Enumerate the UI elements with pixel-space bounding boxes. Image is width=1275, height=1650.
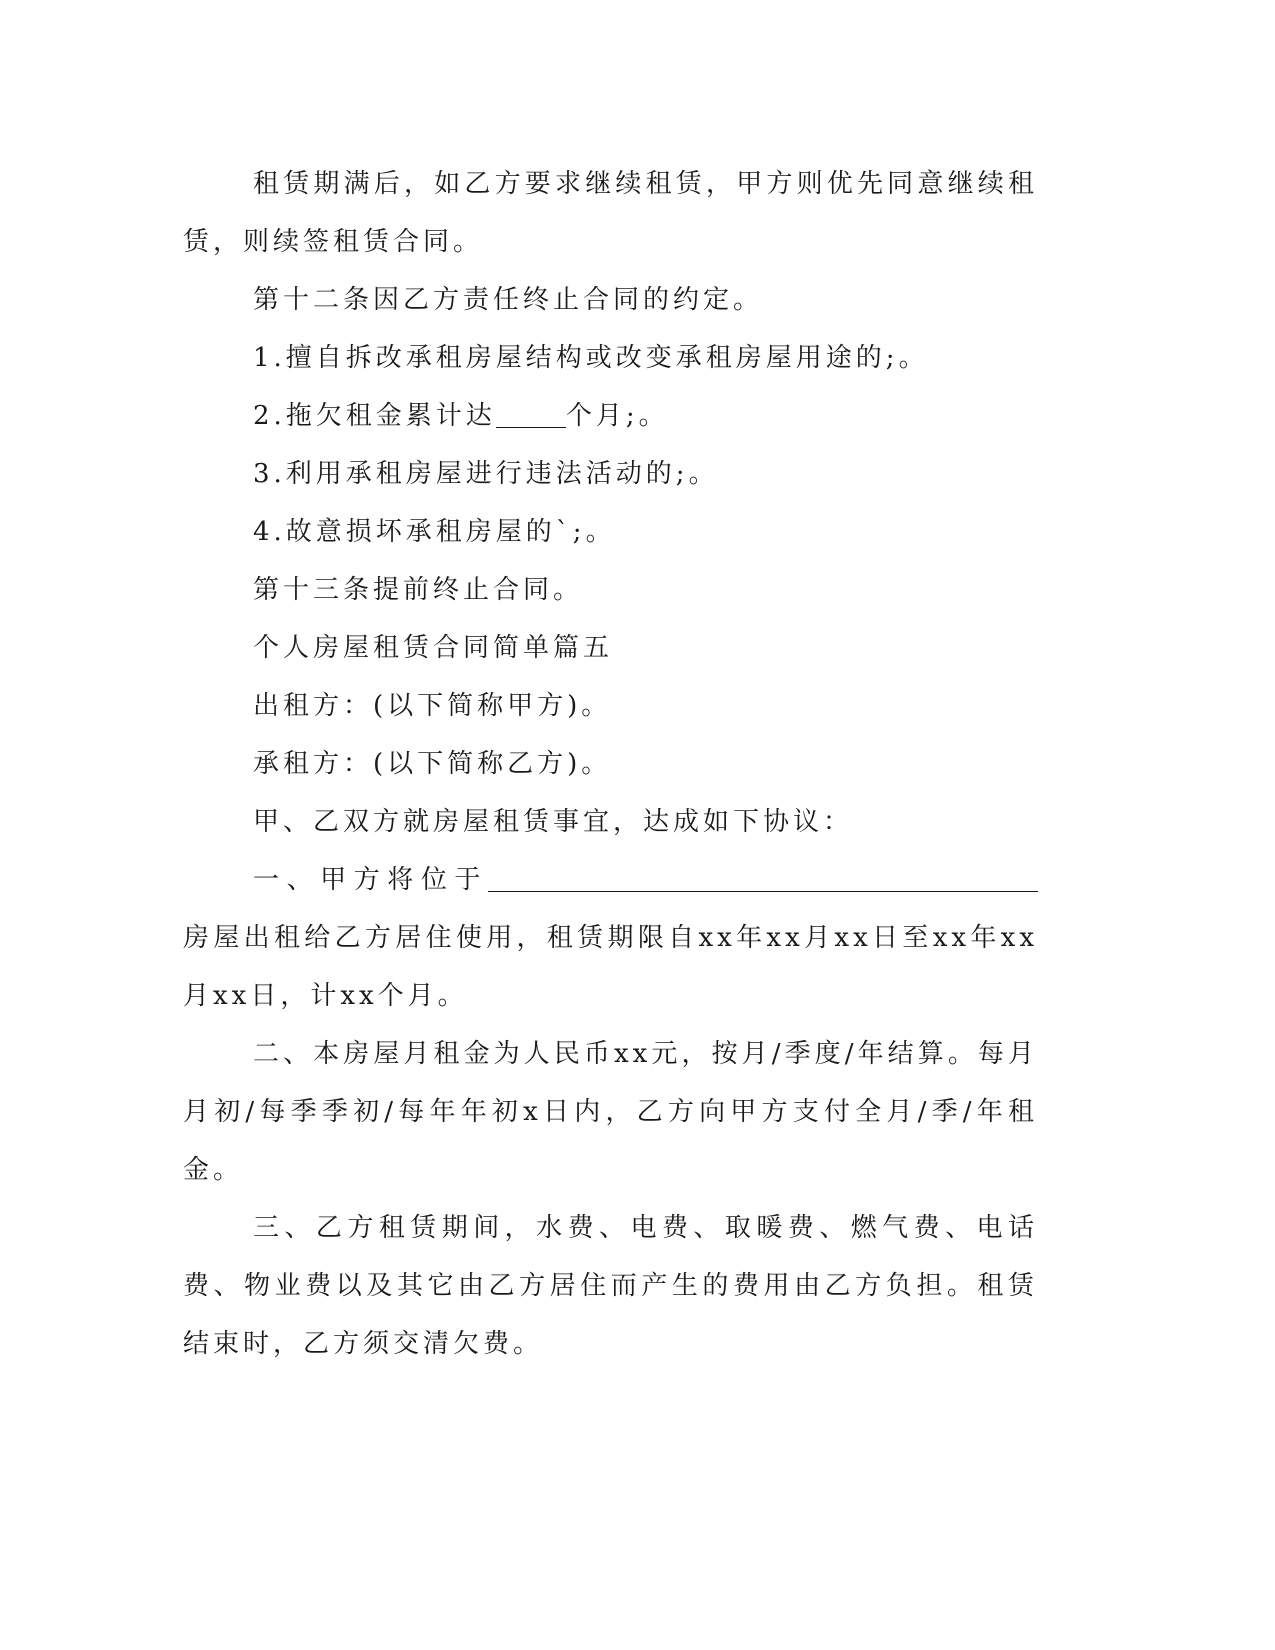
clause-4: 4.故意损坏承租房屋的`;。 <box>253 517 616 547</box>
clause-3: 3.利用承租房屋进行违法活动的;。 <box>253 459 719 489</box>
term-1-text: 房屋出租给乙方居住使用，租赁期限自xx年xx月xx日至xx年xx月xx日，计xx个月。 <box>183 923 1038 1011</box>
article-13-heading: 第十三条提前终止合同。 <box>253 575 584 605</box>
address-blank-field <box>488 861 1038 892</box>
section-title: 个人房屋租赁合同简单篇五 <box>253 633 614 663</box>
paragraph-lease-renewal: 租赁期满后，如乙方要求继续租赁，甲方则优先同意继续租赁，则续签租赁合同。 <box>183 169 1038 257</box>
clause-2-text: 2.拖欠租金累计达 <box>253 401 496 431</box>
lessee-line: 承租方：(以下简称乙方)。 <box>253 749 612 779</box>
clause-2-suffix: 个月;。 <box>565 401 669 431</box>
lessor-line: 出租方：(以下简称甲方)。 <box>253 691 612 721</box>
term-2: 二、本房屋月租金为人民币xx元，按月/季度/年结算。每月月初/每季季初/每年年初x日内，乙方向甲方支付全月/季/年租金。 <box>183 1039 1038 1185</box>
term-3: 三、乙方租赁期间，水费、电费、取暖费、燃气费、电话费、物业费以及其它由乙方居住而产生的费用由乙方负担。租赁结束时，乙方须交清欠费。 <box>183 1213 1038 1359</box>
months-blank-field <box>496 397 566 428</box>
document-body <box>183 155 1038 1373</box>
article-12-heading: 第十二条因乙方责任终止合同的约定。 <box>253 285 764 315</box>
clause-1: 1.擅自拆改承租房屋结构或改变承租房屋用途的;。 <box>253 343 929 373</box>
term-1-prefix: 一、甲方将位于 <box>253 865 488 895</box>
clause-2 <box>183 387 1038 445</box>
agreement-intro: 甲、乙双方就房屋租赁事宜，达成如下协议： <box>253 807 854 837</box>
term-1 <box>183 851 1038 1025</box>
